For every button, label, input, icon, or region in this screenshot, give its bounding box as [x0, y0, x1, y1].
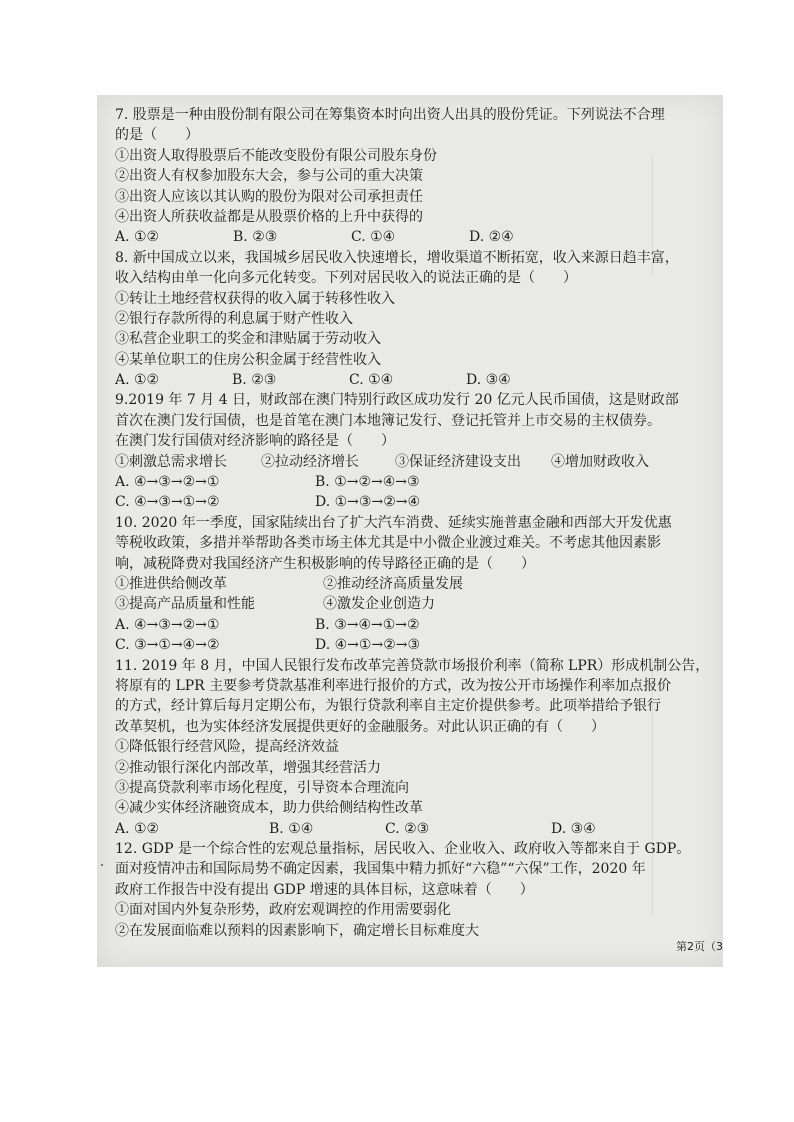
q8-line: 8. 新中国成立以来，我国城乡居民收入快速增长，增收渠道不断拓宽，收入来源日趋丰富，: [115, 249, 679, 266]
page-number: 第2页（3: [676, 940, 723, 953]
q10-options-row1: [115, 615, 721, 635]
option-c: C. ③→①→④→②: [115, 637, 220, 654]
question-8: [115, 248, 721, 391]
q9-line: 在澳门发行国债对经济影响的路径是（ ）: [115, 433, 395, 450]
question-11: [115, 656, 721, 840]
q9-line: 首次在澳门发行国债，也是首笔在澳门本地簿记发行、登记托管并上市交易的主权债券。: [115, 412, 661, 429]
q8-statement: ②银行存款所得的利息属于财产性收入: [115, 310, 353, 327]
speck: [101, 864, 103, 866]
q10-item: ③提高产品质量和性能: [115, 596, 255, 613]
q10-line: 10. 2020 年一季度，国家陆续出台了扩大汽车消费、延续实施普惠金融和西部大开发优惠: [115, 514, 672, 531]
question-10: [115, 513, 721, 656]
option-b: B. ③→④→①→②: [315, 616, 420, 633]
q11-statement: ④减少实体经济融资成本，助力供给侧结构性改革: [115, 800, 423, 817]
q10-item: ②推动经济高质量发展: [323, 575, 463, 592]
q7-options: [115, 227, 721, 247]
option-d: D. ④→①→②→③: [315, 637, 421, 654]
option-c: C. ①④: [349, 372, 394, 389]
q11-line: 11. 2019 年 8 月，中国人民银行发布改革完善贷款市场报价利率（简称 LPR）形成机制公告，: [115, 657, 710, 674]
question-9: [115, 390, 721, 512]
option-b: B. ①→②→④→③: [315, 474, 420, 491]
option-a: A. ①②: [115, 820, 160, 837]
option-b: B. ②③: [232, 372, 277, 389]
q10-items-row1: [115, 574, 721, 594]
option-b: B. ①④: [269, 820, 314, 837]
q10-items-row2: [115, 594, 721, 614]
q12-statement: ②在发展面临难以预料的因素影响下，确定增长目标难度大: [115, 922, 479, 939]
question-7: [115, 105, 721, 248]
q7-statement: ②出资人有权参加股东大会，参与公司的重大决策: [115, 168, 423, 185]
q12-line: 面对疫情冲击和国际局势不确定因素，我国集中精力抓好“六稳”“六保”工作，2020 年: [115, 861, 646, 878]
q10-item: ①推进供给侧改革: [115, 575, 227, 592]
q10-line: 等税收政策，多措并举帮助各类市场主体尤其是中小微企业渡过难关。不考虑其他因素影: [115, 535, 661, 552]
option-a: A. ①②: [115, 372, 160, 389]
option-c: C. ①④: [351, 229, 396, 246]
q10-item: ④激发企业创造力: [323, 596, 435, 613]
option-d: D. ①→③→②→④: [315, 494, 421, 511]
option-a: A. ①②: [115, 229, 160, 246]
q9-options-row2: [115, 492, 721, 512]
option-d: D. ②④: [469, 229, 514, 246]
q9-options-row1: [115, 472, 721, 492]
exam-text: [115, 105, 721, 941]
q7-statement: ③出资人应该以其认购的股份为限对公司承担责任: [115, 188, 423, 205]
q12-statement: ①面对国内外复杂形势，政府宏观调控的作用需要弱化: [115, 902, 451, 919]
q10-line: 响，减税降费对我国经济产生积极影响的传导路径正确的是（ ）: [115, 555, 535, 572]
q8-statement: ④某单位职工的住房公积金属于经营性收入: [115, 351, 381, 368]
q11-statement: ①降低银行经营风险，提高经济效益: [115, 739, 339, 756]
q9-item: ②拉动经济增长: [261, 453, 359, 470]
option-c: C. ②③: [385, 820, 430, 837]
q10-options-row2: [115, 635, 721, 655]
q12-line: 政府工作报告中没有提出 GDP 增速的具体目标，这意味着（ ）: [115, 881, 534, 898]
option-d: D. ③④: [551, 820, 596, 837]
option-c: C. ④→③→①→②: [115, 494, 220, 511]
scanned-page-photo: [97, 95, 723, 967]
q8-line: 收入结构由单一化向多元化转变。下列对居民收入的说法正确的是（ ）: [115, 270, 577, 287]
q11-statement: ②推动银行深化内部改革，增强其经营活力: [115, 759, 381, 776]
q7-line: 7. 股票是一种由股份制有限公司在筹集资本时向出资人出具的股份凭证。下列说法不合理: [115, 107, 665, 123]
q9-line: 9.2019 年 7 月 4 日，财政部在澳门特别行政区成功发行 20 亿元人民币国债，这是财政部: [115, 392, 679, 409]
q7-line: 的是（ ）: [115, 127, 199, 144]
q8-statement: ①转让土地经营权获得的收入属于转移性收入: [115, 290, 395, 307]
option-b: B. ②③: [233, 229, 278, 246]
q9-item: ④增加财政收入: [551, 453, 649, 470]
q11-line: 改革契机，也为实体经济发展提供更好的金融服务。对此认识正确的有（ ）: [115, 718, 605, 735]
question-12: [115, 839, 721, 941]
q11-line: 的方式，经计算后每月定期公布，为银行贷款利率自主定价提供参考。此项举措给予银行: [115, 698, 661, 715]
q9-item: ①刺激总需求增长: [115, 453, 227, 470]
q11-options: [115, 819, 721, 839]
q12-line: 12. GDP 是一个综合性的宏观总量指标，居民收入、企业收入、政府收入等都来自于 GDP。: [115, 841, 691, 858]
q11-line: 将原有的 LPR 主要参考贷款基准利率进行报价的方式，改为按公开市场操作利率加点报价: [115, 677, 672, 694]
option-d: D. ③④: [466, 372, 511, 389]
q8-statement: ③私营企业职工的奖金和津贴属于劳动收入: [115, 331, 381, 348]
q9-item: ③保证经济建设支出: [395, 453, 521, 470]
option-a: A. ④→③→②→①: [115, 616, 220, 633]
option-a: A. ④→③→②→①: [115, 474, 220, 491]
q9-items: [115, 452, 721, 472]
q11-statement: ③提高贷款利率市场化程度，引导资本合理流向: [115, 779, 409, 796]
q7-statement: ④出资人所获收益都是从股票价格的上升中获得的: [115, 208, 423, 225]
q7-statement: ①出资人取得股票后不能改变股份有限公司股东身份: [115, 147, 437, 164]
q8-options: [115, 370, 721, 390]
